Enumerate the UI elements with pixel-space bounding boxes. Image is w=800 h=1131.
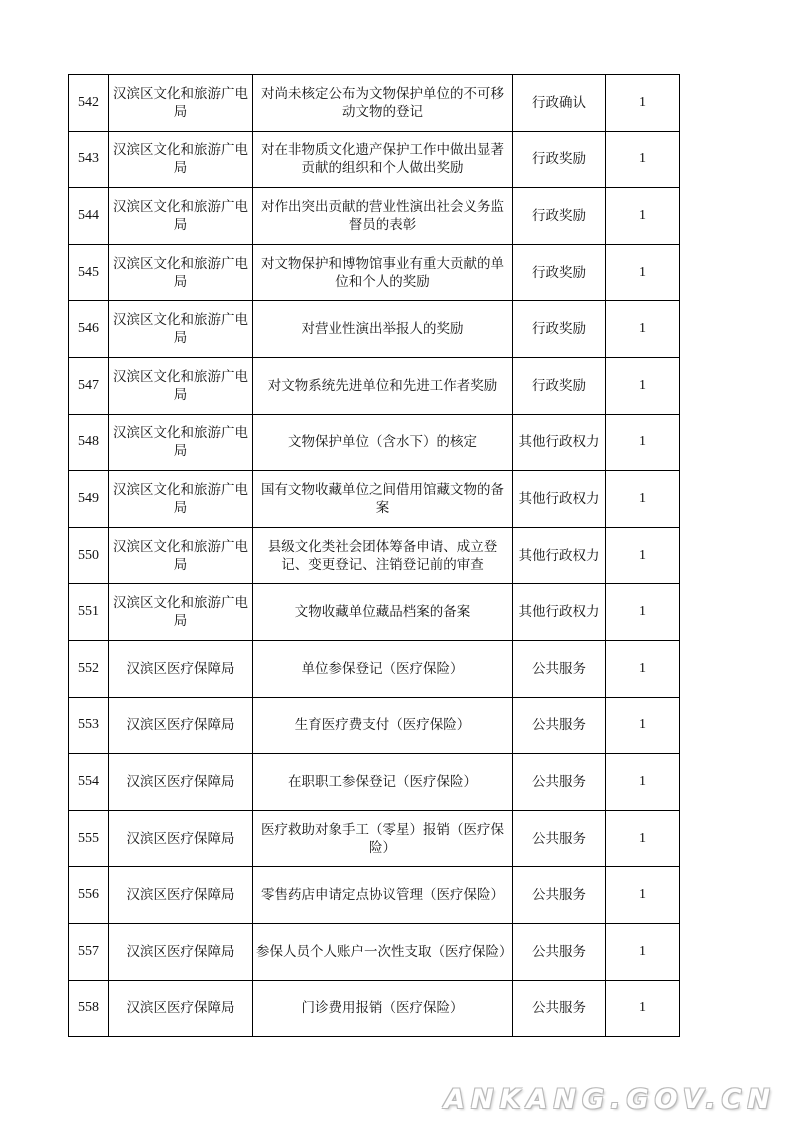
department-cell: 汉滨区文化和旅游广电局 <box>109 301 253 358</box>
department-cell: 汉滨区医疗保障局 <box>109 640 253 697</box>
matter-name-cell: 对尚未核定公布为文物保护单位的不可移动文物的登记 <box>253 75 513 132</box>
matter-name-cell: 国有文物收藏单位之间借用馆藏文物的备案 <box>253 471 513 528</box>
table-row <box>69 584 680 641</box>
department-cell: 汉滨区文化和旅游广电局 <box>109 131 253 188</box>
table-row <box>69 527 680 584</box>
row-number-cell: 558 <box>69 980 109 1037</box>
count-cell: 1 <box>606 810 680 867</box>
table-row <box>69 697 680 754</box>
row-number-cell: 547 <box>69 357 109 414</box>
power-type-cell: 公共服务 <box>513 867 606 924</box>
power-type-cell: 行政奖励 <box>513 188 606 245</box>
power-type-cell: 公共服务 <box>513 754 606 811</box>
department-cell: 汉滨区医疗保障局 <box>109 923 253 980</box>
power-type-cell: 其他行政权力 <box>513 584 606 641</box>
count-cell: 1 <box>606 301 680 358</box>
table-row <box>69 980 680 1037</box>
row-number-cell: 551 <box>69 584 109 641</box>
department-cell: 汉滨区医疗保障局 <box>109 697 253 754</box>
row-number-cell: 555 <box>69 810 109 867</box>
table-row <box>69 471 680 528</box>
table-row <box>69 414 680 471</box>
row-number-cell: 548 <box>69 414 109 471</box>
matter-name-cell: 文物收藏单位藏品档案的备案 <box>253 584 513 641</box>
row-number-cell: 553 <box>69 697 109 754</box>
row-number-cell: 544 <box>69 188 109 245</box>
department-cell: 汉滨区医疗保障局 <box>109 867 253 924</box>
power-type-cell: 其他行政权力 <box>513 471 606 528</box>
department-cell: 汉滨区文化和旅游广电局 <box>109 75 253 132</box>
count-cell: 1 <box>606 357 680 414</box>
count-cell: 1 <box>606 697 680 754</box>
table-row <box>69 923 680 980</box>
department-cell: 汉滨区文化和旅游广电局 <box>109 357 253 414</box>
department-cell: 汉滨区文化和旅游广电局 <box>109 414 253 471</box>
power-type-cell: 公共服务 <box>513 810 606 867</box>
department-cell: 汉滨区文化和旅游广电局 <box>109 527 253 584</box>
power-type-cell: 公共服务 <box>513 697 606 754</box>
count-cell: 1 <box>606 471 680 528</box>
row-number-cell: 556 <box>69 867 109 924</box>
matter-name-cell: 对营业性演出举报人的奖励 <box>253 301 513 358</box>
table-row <box>69 131 680 188</box>
site-watermark: ANKANG.GOV.CN <box>444 1084 776 1115</box>
power-type-cell: 公共服务 <box>513 980 606 1037</box>
power-type-cell: 行政奖励 <box>513 244 606 301</box>
power-type-cell: 行政奖励 <box>513 131 606 188</box>
department-cell: 汉滨区医疗保障局 <box>109 754 253 811</box>
matter-name-cell: 生育医疗费支付（医疗保险） <box>253 697 513 754</box>
power-type-cell: 行政奖励 <box>513 301 606 358</box>
table-row <box>69 810 680 867</box>
row-number-cell: 542 <box>69 75 109 132</box>
count-cell: 1 <box>606 584 680 641</box>
count-cell: 1 <box>606 75 680 132</box>
count-cell: 1 <box>606 188 680 245</box>
table-row <box>69 244 680 301</box>
count-cell: 1 <box>606 414 680 471</box>
matter-name-cell: 医疗救助对象手工（零星）报销（医疗保险） <box>253 810 513 867</box>
row-number-cell: 549 <box>69 471 109 528</box>
count-cell: 1 <box>606 867 680 924</box>
matter-name-cell: 零售药店申请定点协议管理（医疗保险） <box>253 867 513 924</box>
count-cell: 1 <box>606 640 680 697</box>
department-cell: 汉滨区医疗保障局 <box>109 980 253 1037</box>
row-number-cell: 552 <box>69 640 109 697</box>
matter-name-cell: 参保人员个人账户一次性支取（医疗保险） <box>253 923 513 980</box>
matter-name-cell: 县级文化类社会团体筹备申请、成立登记、变更登记、注销登记前的审查 <box>253 527 513 584</box>
table-row <box>69 754 680 811</box>
department-cell: 汉滨区文化和旅游广电局 <box>109 188 253 245</box>
power-list-sheet <box>68 74 679 1037</box>
matter-name-cell: 文物保护单位（含水下）的核定 <box>253 414 513 471</box>
table-row <box>69 188 680 245</box>
table-row <box>69 75 680 132</box>
department-cell: 汉滨区文化和旅游广电局 <box>109 471 253 528</box>
row-number-cell: 554 <box>69 754 109 811</box>
count-cell: 1 <box>606 131 680 188</box>
department-cell: 汉滨区文化和旅游广电局 <box>109 244 253 301</box>
department-cell: 汉滨区医疗保障局 <box>109 810 253 867</box>
power-type-cell: 公共服务 <box>513 923 606 980</box>
department-cell: 汉滨区文化和旅游广电局 <box>109 584 253 641</box>
power-type-cell: 行政奖励 <box>513 357 606 414</box>
table-row <box>69 301 680 358</box>
power-type-cell: 其他行政权力 <box>513 527 606 584</box>
matter-name-cell: 门诊费用报销（医疗保险） <box>253 980 513 1037</box>
count-cell: 1 <box>606 527 680 584</box>
row-number-cell: 545 <box>69 244 109 301</box>
count-cell: 1 <box>606 980 680 1037</box>
count-cell: 1 <box>606 923 680 980</box>
row-number-cell: 543 <box>69 131 109 188</box>
count-cell: 1 <box>606 244 680 301</box>
matter-name-cell: 对文物保护和博物馆事业有重大贡献的单位和个人的奖励 <box>253 244 513 301</box>
power-type-cell: 其他行政权力 <box>513 414 606 471</box>
count-cell: 1 <box>606 754 680 811</box>
matter-name-cell: 单位参保登记（医疗保险） <box>253 640 513 697</box>
matter-name-cell: 在职职工参保登记（医疗保险） <box>253 754 513 811</box>
matter-name-cell: 对文物系统先进单位和先进工作者奖励 <box>253 357 513 414</box>
row-number-cell: 550 <box>69 527 109 584</box>
power-type-cell: 行政确认 <box>513 75 606 132</box>
matter-name-cell: 对作出突出贡献的营业性演出社会义务监督员的表彰 <box>253 188 513 245</box>
power-list-table <box>68 74 680 1037</box>
row-number-cell: 557 <box>69 923 109 980</box>
matter-name-cell: 对在非物质文化遗产保护工作中做出显著贡献的组织和个人做出奖励 <box>253 131 513 188</box>
table-row <box>69 867 680 924</box>
table-row <box>69 640 680 697</box>
table-row <box>69 357 680 414</box>
table-body <box>69 75 680 1037</box>
power-type-cell: 公共服务 <box>513 640 606 697</box>
row-number-cell: 546 <box>69 301 109 358</box>
